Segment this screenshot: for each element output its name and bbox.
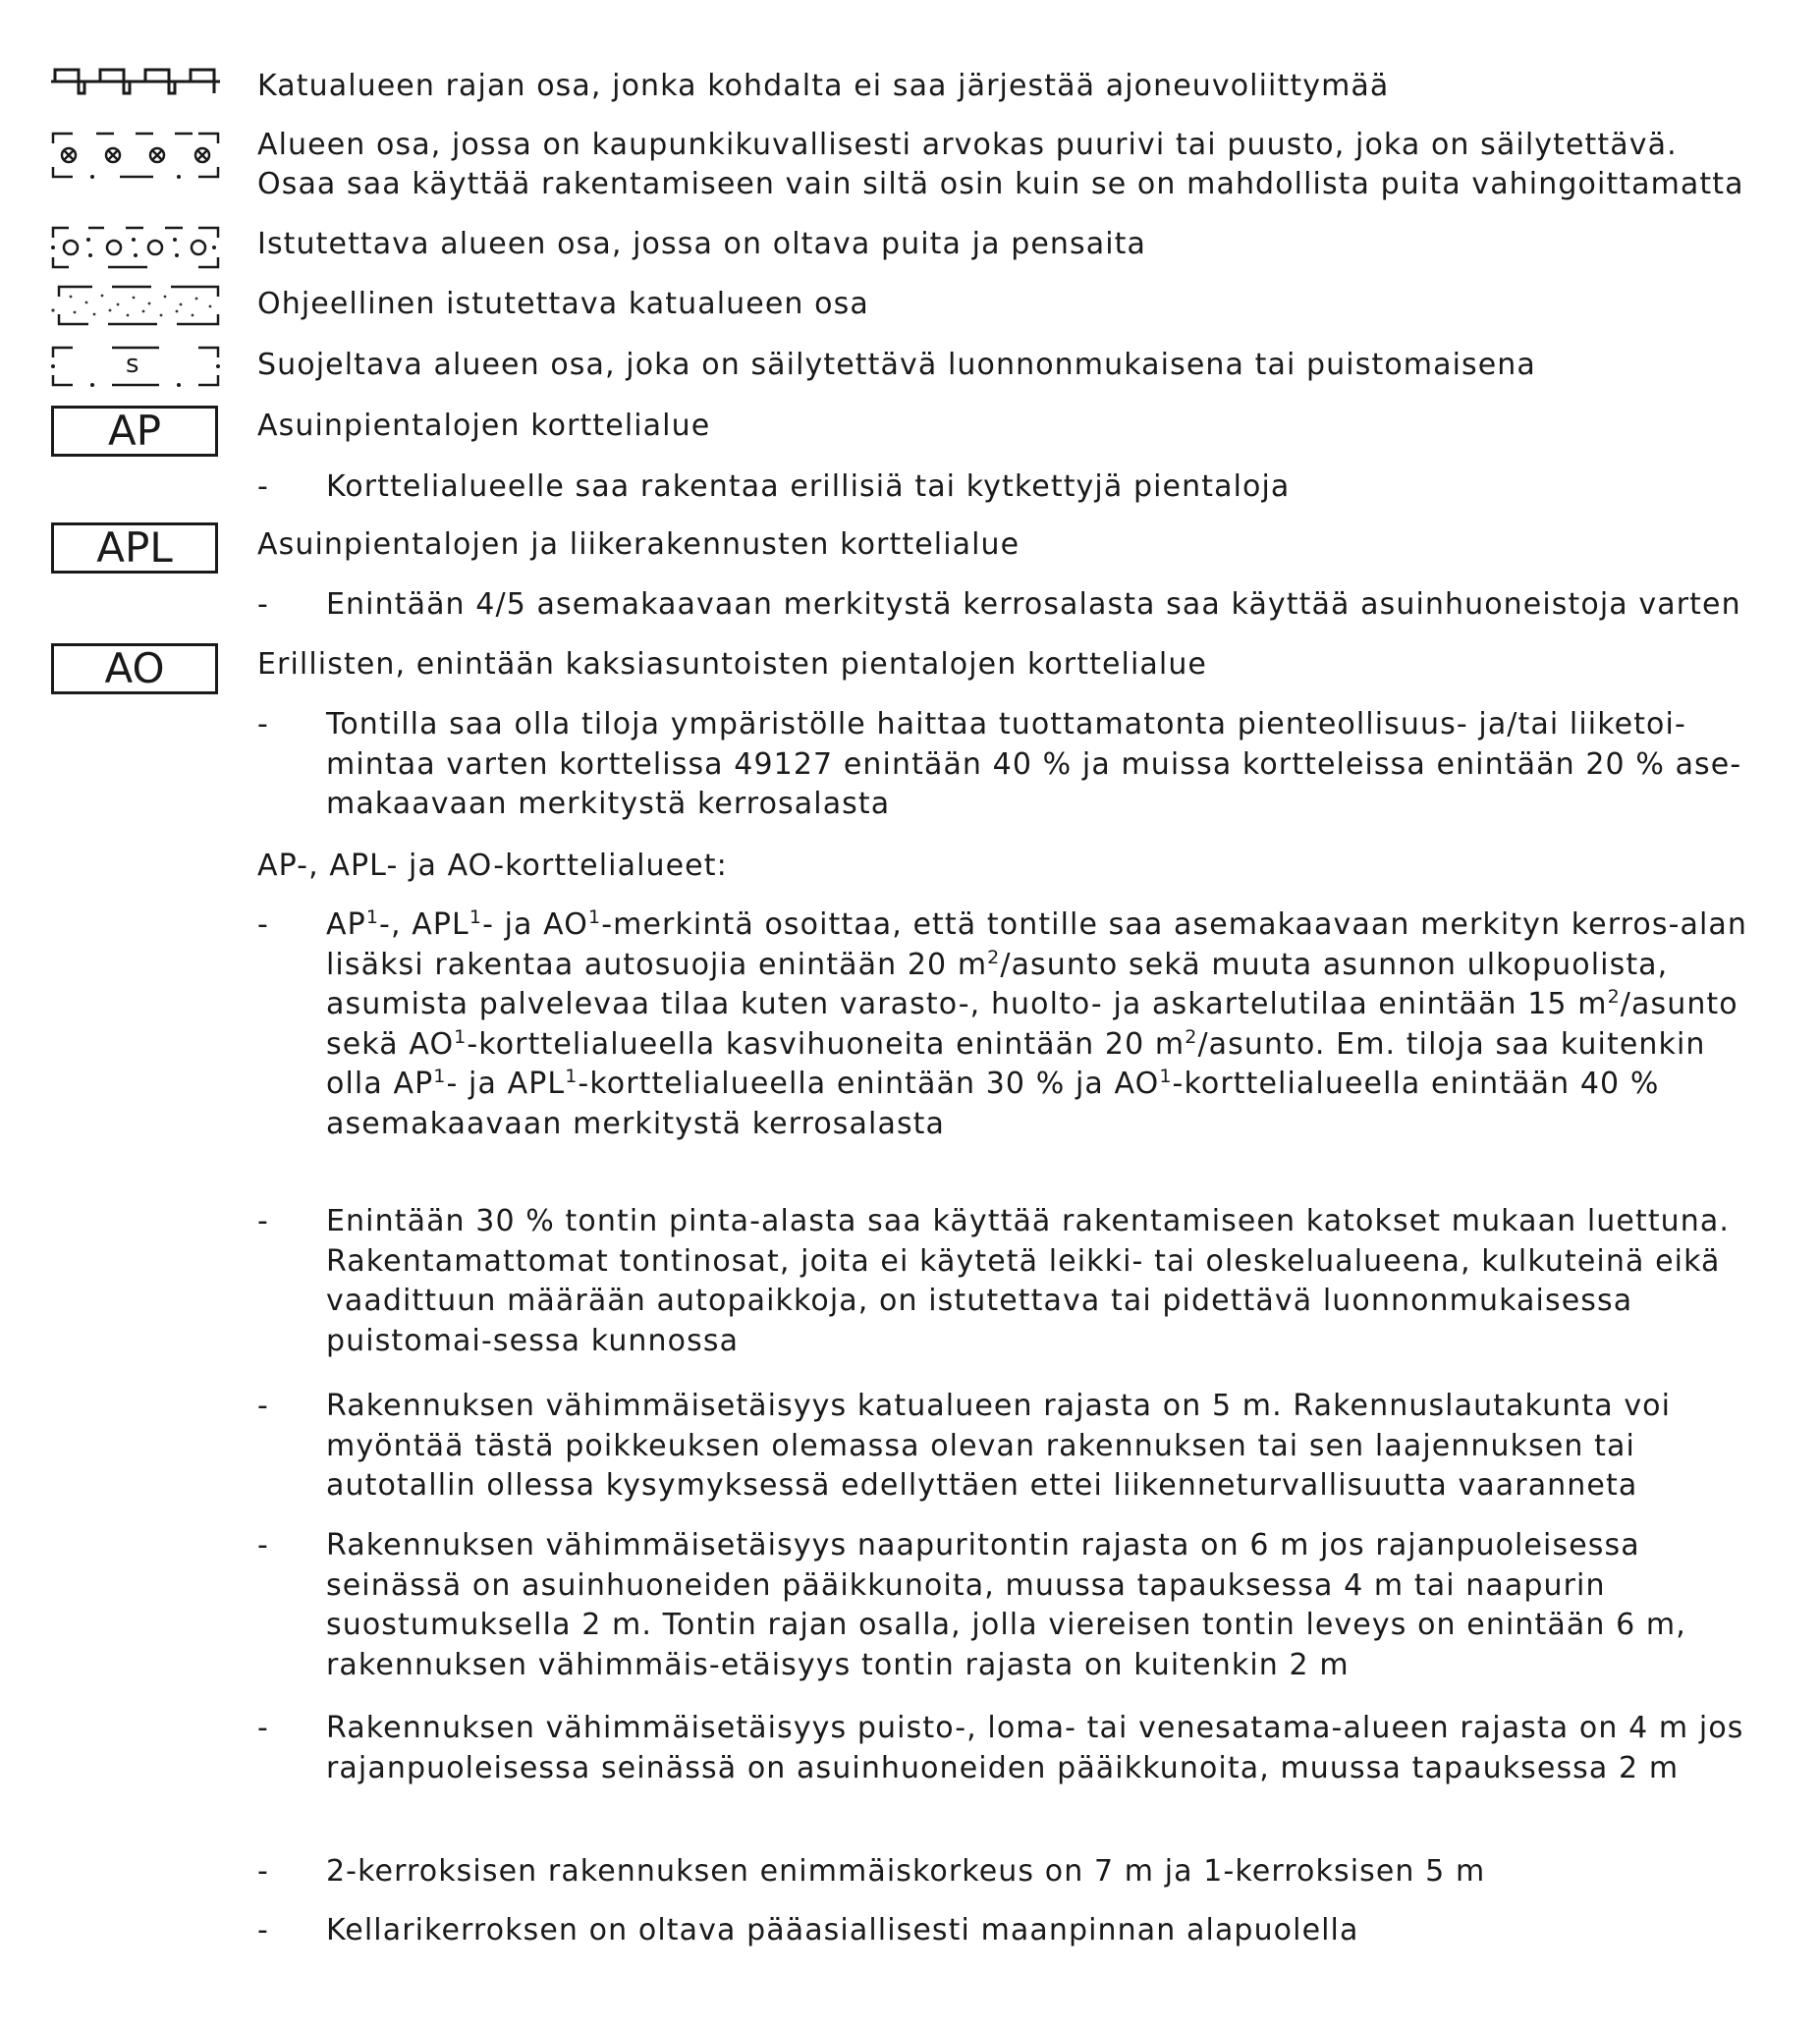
common-heading: AP-, APL- ja AO-korttelialueet: — [257, 849, 728, 883]
bullet-dash: - — [257, 1913, 268, 1947]
bullet-dash: - — [257, 707, 268, 741]
street-planting-icon — [49, 283, 222, 328]
bullet-dash: - — [257, 1854, 268, 1889]
planting-area-icon — [49, 224, 222, 271]
zone-title-apl: Asuinpientalojen ja liikerakennusten korttelialue — [257, 527, 1020, 562]
common-rule-6: 2-kerroksisen rakennuksen enimmäiskorkeus on 7 m ja 1-kerroksisen 5 m — [326, 1854, 1486, 1889]
zone-title-ap: Asuinpientalojen korttelialue — [257, 409, 711, 443]
bullet-dash: - — [257, 587, 268, 622]
common-rule-5: Rakennuksen vähimmäisetäisyys puisto-, loma- tai venesatama-alueen rajasta on 4 m jos rajanpuoleisessa seinässä on asuinhuoneiden pääikkunoita, muussa tapauksessa 2 m — [326, 1711, 1744, 1785]
common-rule-1: $AP^1-$, APL$^1$- ja $AO^1$-merkintä osoittaa, että tontille saa asemakaavaan merkityn kerros-alan lisäksi rakentaa autosuojia enintään 20 $m^2$/asunto sekä muuta asunnon ulkopuolista, asumista palvelevaa tilaa kuten varasto-, huolto- ja askartelutilaa enintään 15 $m^2$/asunto sekä $AO^1$-korttelialueella kasvihuoneita enintään 20 $m^2$/asunto. Em. tiloja saa kuitenkin olla $AP^1-$ ja APL$^1$-korttelialueella enintään 30 % ja $AO^1$-korttelialueella enintään 40 % asemakaavaan merkitystä kerrosalasta — [326, 906, 1748, 1141]
protected-area-icon — [49, 344, 222, 389]
zone-code-ap: AP — [51, 406, 218, 457]
legend-text-street-planting: Ohjeellinen istutettava katualueen osa — [257, 287, 869, 321]
rule-ap-1: Korttelialueelle saa rakentaa erillisiä tai kytkettyjä pientaloja — [326, 469, 1291, 504]
zone-title-ao: Erillisten, enintään kaksiasuntoisten pientalojen korttelialue — [257, 647, 1207, 682]
bullet-dash: - — [257, 1528, 268, 1562]
legend-text-tree-row-2: Osaa saa käyttää rakentamiseen vain siltä osin kuin se on mahdollista puita vahingoittamatta — [257, 167, 1744, 201]
common-rule-3: Rakennuksen vähimmäisetäisyys katualueen rajasta on 5 m. Rakennuslautakunta voi myöntää tästä poikkeuksen olemassa olevan rakennuksen tai sen laajennuksen tai autotallin ollessa kysymyksessä edellyttäen ettei liikenneturvallisuutta vaaranneta — [326, 1389, 1672, 1503]
legend-text-planting: Istutettava alueen osa, jossa on oltava puita ja pensaita — [257, 227, 1147, 261]
bullet-dash: - — [257, 907, 268, 942]
bullet-dash: - — [257, 1204, 268, 1238]
legend-text-no-access: Katualueen rajan osa, jonka kohdalta ei saa järjestää ajoneuvoliittymää — [257, 69, 1390, 103]
bullet-dash: - — [257, 1711, 268, 1745]
zone-code-ao: AO — [51, 643, 218, 694]
common-rule-4: Rakennuksen vähimmäisetäisyys naapuritontin rajasta on 6 m jos rajanpuoleisessa seinässä on asuinhuoneiden pääikkunoita, muussa tapauksessa 4 m tai naapurin suostumuksella 2 m. Tontin rajan osalla, jolla viereisen tontin leveys on enintään 6 m, rakennuksen vähimmäis-etäisyys tontin rajasta on kuitenkin 2 m — [326, 1528, 1686, 1682]
legend-text-protected: Suojeltava alueen osa, joka on säilytettävä luonnonmukaisena tai puistomaisena — [257, 348, 1536, 382]
protected-area-code: s — [126, 350, 139, 379]
rule-apl-1: Enintään 4/5 asemakaavaan merkitystä kerrosalasta saa käyttää asuinhuoneistoja varten — [326, 587, 1741, 622]
bullet-dash: - — [257, 469, 268, 504]
legend-text-tree-row-1: Alueen osa, jossa on kaupunkikuvallisesti arvokas puurivi tai puusto, joka on säilytettävä. — [257, 128, 1678, 162]
bullet-dash: - — [257, 1389, 268, 1423]
no-access-boundary-icon — [49, 65, 222, 98]
tree-row-icon — [49, 130, 222, 181]
common-rule-2: Enintään 30 % tontin pinta-alasta saa käyttää rakentamiseen katokset mukaan luettuna. Rakentamattomat tontinosat, joita ei käytetä leikki- tai oleskelualueena, kulkuteinä eikä vaadittuun määrään autopaikkoja, on istutettava tai pidettävä luonnonmukaisessa puistomai-sessa kunnossa — [326, 1204, 1731, 1358]
zone-code-apl: APL — [51, 522, 218, 574]
common-rule-7: Kellarikerroksen on oltava pääasiallisesti maanpinnan alapuolella — [326, 1913, 1359, 1947]
rule-ao-1: Tontilla saa olla tiloja ympäristölle haittaa tuottamatonta pienteollisuus- ja/tai liiketoi-mintaa varten korttelissa 49127 enintään 40 % ja muissa kortteleissa enintään 20 % ase-makaavaan merkitystä kerrosalasta — [326, 707, 1742, 821]
